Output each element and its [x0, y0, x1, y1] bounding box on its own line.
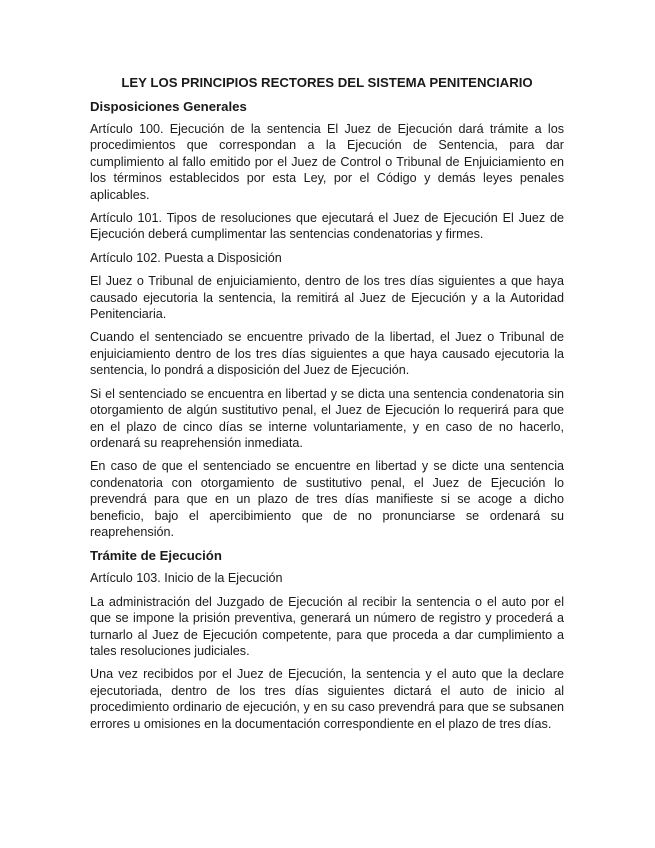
- document-title: LEY LOS PRINCIPIOS RECTORES DEL SISTEMA PENITENCIARIO: [121, 75, 533, 90]
- article-100-paragraph: Artículo 100. Ejecución de la sentencia El Juez de Ejecución dará trámite a los procedimientos que correspondan a la Ejecución de Sentencia, para dar cumplimiento al fallo emitido por el Juez de Control o Tribunal de Enjuiciamiento en los términos establecidos por esta Ley, por el Código y demás leyes penales aplicables.: [90, 122, 564, 202]
- article-103-heading: Artículo 103. Inicio de la Ejecución: [90, 571, 283, 586]
- article-103-paragraph-1: La administración del Juzgado de Ejecución al recibir la sentencia o el auto por el que se impone la prisión preventiva, generará un número de registro y procederá a turnarlo al Juez de Ejecución competente, para que proceda a dar cumplimiento a tales resoluciones judiciales.: [90, 594, 564, 658]
- article-102-paragraph-4: En caso de que el sentenciado se encuentre en libertad y se dicte una sentencia condenatoria con otorgamiento de sustitutivo penal, el Juez de Ejecución lo prevendrá para que en un plazo de tres días manifieste si se acoge a dicho beneficio, bajo el apercibimiento que de no pronunciarse se ordenará su reaprehensión.: [90, 459, 564, 539]
- article-101-paragraph: Artículo 101. Tipos de resoluciones que ejecutará el Juez de Ejecución El Juez de Ejecución deberá cumplimentar las sentencias condenatorias y firmes.: [90, 211, 564, 242]
- section-heading-disposiciones-generales: Disposiciones Generales: [90, 99, 247, 114]
- article-102-paragraph-2: Cuando el sentenciado se encuentre privado de la libertad, el Juez o Tribunal de enjuiciamiento dentro de los tres días siguientes a que haya causado ejecutoria la sentencia, lo pondrá a disposición del Juez de Ejecución.: [90, 330, 564, 378]
- article-103-paragraph-2: Una vez recibidos por el Juez de Ejecución, la sentencia y el auto que la declare ejecutoriada, dentro de los tres días siguientes dictará el auto de inicio al procedimiento ordinario de ejecución, y en su caso prevendrá para que se subsanen errores u omisiones en la documentación correspondiente en el plazo de tres días.: [90, 667, 564, 731]
- article-102-paragraph-1: El Juez o Tribunal de enjuiciamiento, dentro de los tres días siguientes a que haya causado ejecutoria la sentencia, la remitirá al Juez de Ejecución y a la Autoridad Penitenciaria.: [90, 274, 564, 322]
- article-102-paragraph-3: Si el sentenciado se encuentra en libertad y se dicta una sentencia condenatoria sin otorgamiento de algún sustitutivo penal, el Juez de Ejecución lo requerirá para que en el plazo de cinco días se interne voluntariamente, y en caso de no hacerlo, ordenará su reaprehensión inmediata.: [90, 386, 564, 450]
- article-102-heading: Artículo 102. Puesta a Disposición: [90, 250, 282, 265]
- section-heading-tramite-de-ejecucion: Trámite de Ejecución: [90, 548, 222, 564]
- document-page: [90, 74, 564, 739]
